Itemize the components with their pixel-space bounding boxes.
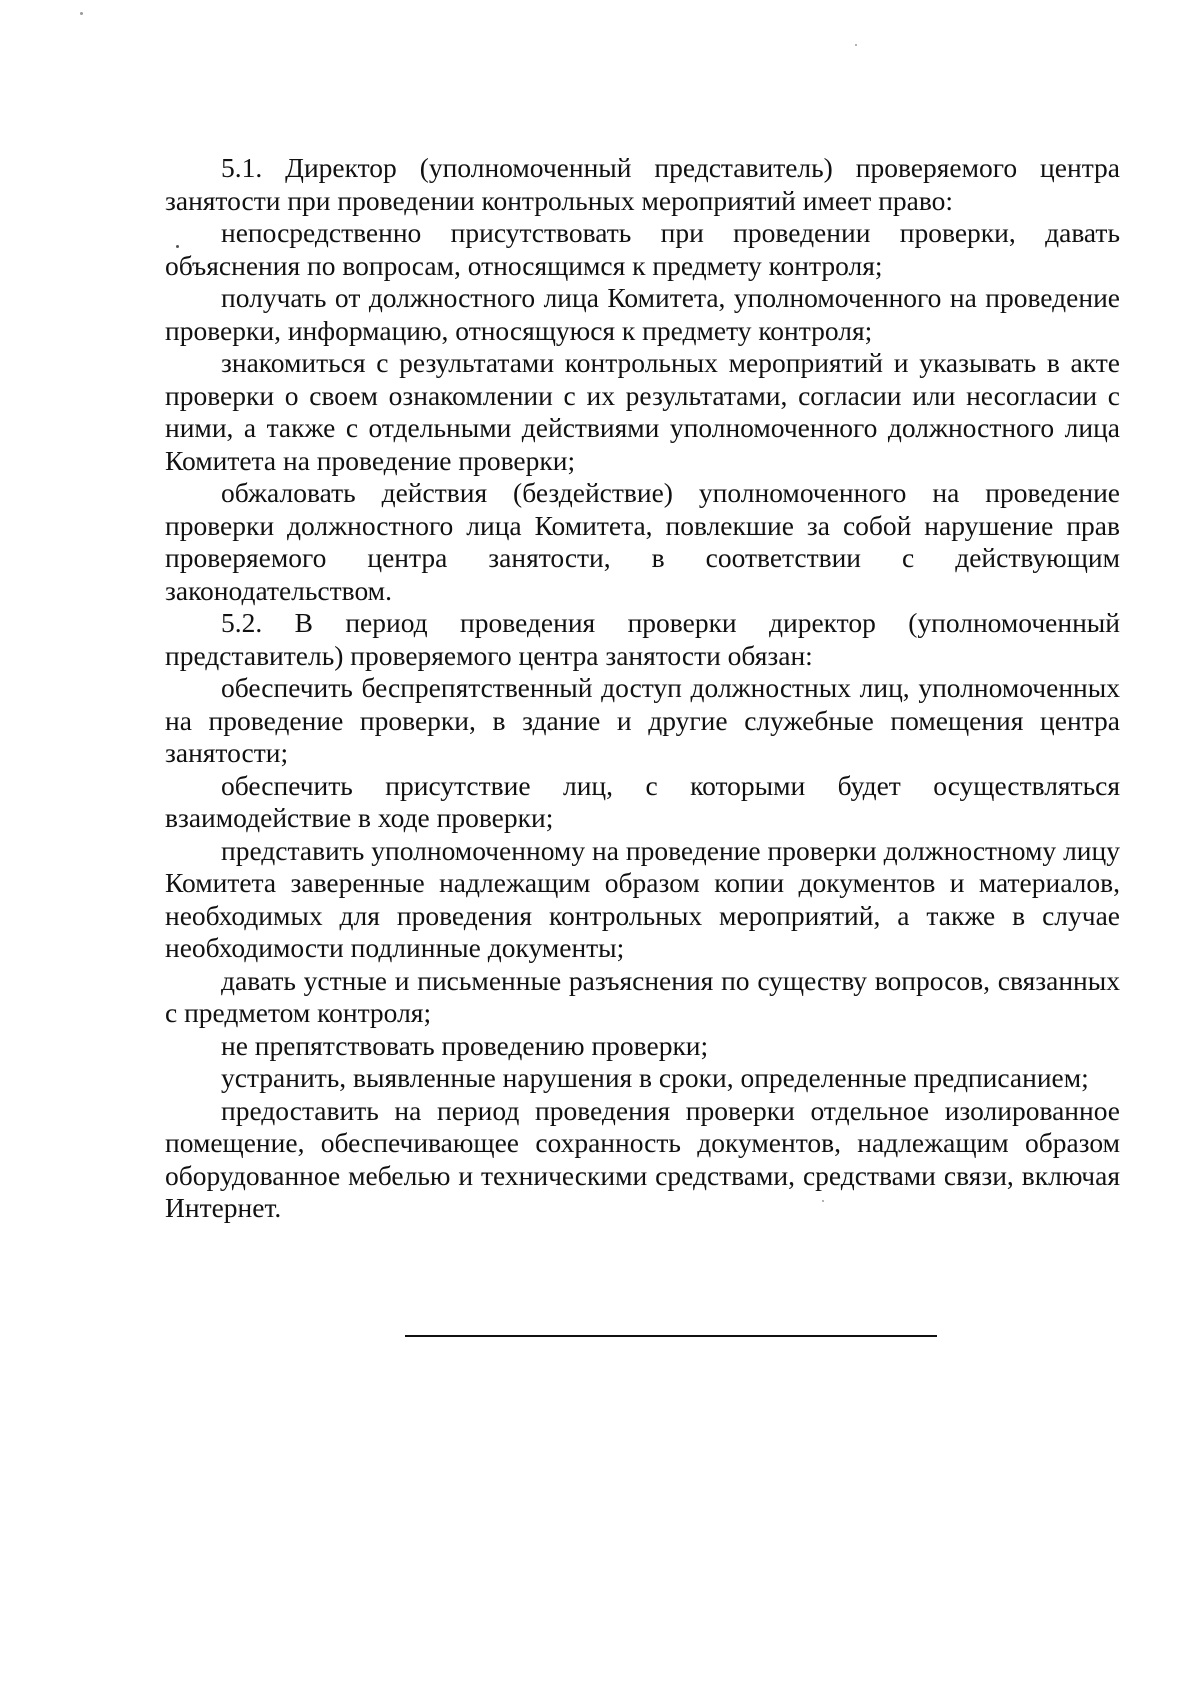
paragraph-right-receive-info: получать от должностного лица Комитета, уполномоченного на проведение проверки, информацию, относящуюся к предмету контроля; xyxy=(165,282,1120,346)
paragraph-right-appeal: обжаловать действия (бездействие) уполномоченного на проведение проверки должностного лица Комитета, повлекшие за собой нарушение прав проверяемого центра занятости, в соответствии с действующим законодательством. xyxy=(165,477,1120,606)
paragraph-duty-presence: обеспечить присутствие лиц, с которыми будет осуществляться взаимодействие в ходе проверки; xyxy=(165,769,1120,833)
paragraph-5-1: 5.1. Директор (уполномоченный представитель) проверяемого центра занятости при проведении контрольных мероприятий имеет право: xyxy=(165,152,1120,216)
paragraph-duty-provide-room: предоставить на период проведения проверки отдельное изолированное помещение, обеспечивающее сохранность документов, надлежащим образом оборудованное мебелью и техническими средствами, средствами связи, включая Интернет. xyxy=(165,1094,1120,1223)
paragraph-right-review-results: знакомиться с результатами контрольных мероприятий и указывать в акте проверки о своем ознакомлении с их результатами, согласии или несогласии с ними, а также с отдельными действиями уполномоченного должностного лица Комитета на проведение проверки; xyxy=(165,347,1120,476)
paragraph-duty-documents: представить уполномоченному на проведение проверки должностному лицу Комитета заверенные надлежащим образом копии документов и материалов, необходимых для проведения контрольных мероприятий, а также в случае необходимости подлинные документы; xyxy=(165,834,1120,963)
paragraph-duty-fix-violations: устранить, выявленные нарушения в сроки, определенные предписанием; xyxy=(221,1062,1089,1093)
paragraph-duty-no-obstruction: не препятствовать проведению проверки; xyxy=(221,1029,709,1061)
body-text xyxy=(165,152,1120,1225)
paragraph-duty-explanations: давать устные и письменные разъяснения по существу вопросов, связанных с предметом контроля; xyxy=(165,964,1120,1028)
paragraph-5-2: 5.2. В период проведения проверки директор (уполномоченный представитель) проверяемого центра занятости обязан: xyxy=(165,607,1120,671)
paragraph-duty-access: обеспечить беспрепятственный доступ должностных лиц, уполномоченных на проведение проверки, в здание и другие служебные помещения центра занятости; xyxy=(165,672,1120,768)
end-of-document-rule xyxy=(405,1335,937,1337)
scan-speck xyxy=(855,44,857,46)
paragraph-right-attend: непосредственно присутствовать при проведении проверки, давать объяснения по вопросам, относящимся к предмету контроля; xyxy=(165,217,1120,281)
scan-speck xyxy=(80,12,83,15)
